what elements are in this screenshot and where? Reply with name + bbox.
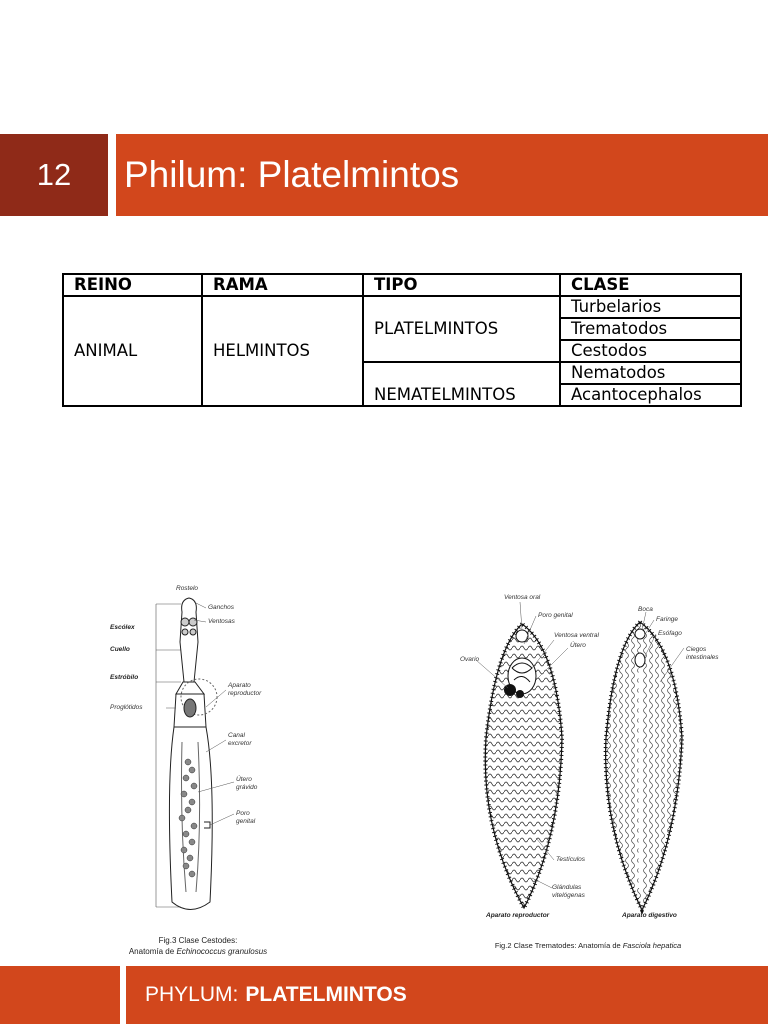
caption-right-species: Fasciola hepatica: [622, 941, 682, 950]
panel-title-reproductor: Aparato reproductor: [486, 912, 550, 919]
caption-left-line1: Fig.3 Clase Cestodes:: [158, 936, 238, 945]
label-estrobilo: Estróbilo: [110, 674, 139, 681]
slide-title: Philum: Platelmintos: [124, 154, 460, 195]
header-tipo: TIPO: [363, 274, 560, 296]
cell-clase: Trematodos: [560, 318, 741, 340]
caption-left-prefix: Anatomía de: [128, 947, 177, 956]
slide-number: 12: [36, 157, 72, 192]
cell-clase: Turbelarios: [560, 296, 741, 318]
label-reproductor: reproductor: [228, 690, 262, 697]
figure-caption-left: [106, 935, 290, 957]
label-aparato: Aparato: [228, 682, 251, 689]
cell-clase: Nematodos: [560, 362, 741, 384]
header-reino: REINO: [63, 274, 202, 296]
footer-prefix: PHYLUM:: [145, 983, 239, 1006]
label-ciegos: Ciegos: [686, 646, 707, 653]
caption-left-line2: [106, 946, 290, 957]
classification-table: [62, 273, 742, 407]
cell-rama: HELMINTOS: [202, 296, 363, 406]
liver-fluke-figure: [456, 588, 720, 954]
label-genital: genital: [236, 818, 256, 825]
label-glandulas: Glándulas: [552, 884, 582, 891]
panel-title-digestivo: Aparato digestivo: [622, 912, 677, 919]
label-gravido: grávido: [236, 784, 258, 791]
label-utero-fluke: Útero: [570, 642, 586, 649]
footer-bold: PLATELMINTOS: [245, 983, 407, 1006]
label-cuello: Cuello: [110, 646, 130, 653]
label-ventosas: Ventosas: [208, 618, 235, 625]
label-faringe: Faringe: [656, 616, 679, 623]
label-escolex: Escólex: [110, 624, 135, 631]
footer-left-block: [0, 966, 120, 1024]
header-rama: RAMA: [202, 274, 363, 296]
tapeworm-figure: [106, 582, 290, 960]
label-proglotidos: Proglótidos: [110, 704, 143, 711]
label-ventosa-oral: Ventosa oral: [504, 594, 541, 601]
table-row: [63, 296, 741, 318]
table-header-row: [63, 274, 741, 296]
label-excretor: excretor: [228, 740, 252, 747]
header-clase: CLASE: [560, 274, 741, 296]
cell-tipo-platelmintos: PLATELMINTOS: [363, 296, 560, 362]
figure-caption-right: [456, 940, 720, 951]
caption-right-prefix: Fig.2 Clase Trematodes: Anatomía de: [494, 941, 623, 950]
label-boca: Boca: [638, 606, 653, 613]
label-ventosa-ventral: Ventosa ventral: [554, 632, 599, 639]
label-ovario: Ovario: [460, 656, 480, 663]
tapeworm-illustration: [106, 582, 290, 927]
cell-clase: Acantocephalos: [560, 384, 741, 406]
cell-reino: ANIMAL: [63, 296, 202, 406]
caption-left-species: Echinococcus granulosus: [176, 947, 268, 956]
label-testiculos: Testículos: [556, 856, 586, 863]
label-poro: Poro: [236, 810, 250, 817]
cell-clase: Cestodos: [560, 340, 741, 362]
liver-fluke-illustration: [456, 588, 720, 928]
label-rostelo: Rostelo: [176, 585, 199, 592]
label-ganchos: Ganchos: [208, 604, 235, 611]
label-poro-genital: Poro genital: [538, 612, 573, 619]
label-intestinales: intestinales: [686, 654, 719, 661]
label-utero: Útero: [236, 776, 252, 783]
label-vitelogenas: vitelógenas: [552, 892, 585, 899]
footer-text: [145, 966, 407, 1024]
label-canal: Canal: [228, 732, 245, 739]
label-esofago: Esófago: [658, 630, 682, 637]
cell-tipo-nematelmintos: NEMATELMINTOS: [363, 362, 560, 406]
